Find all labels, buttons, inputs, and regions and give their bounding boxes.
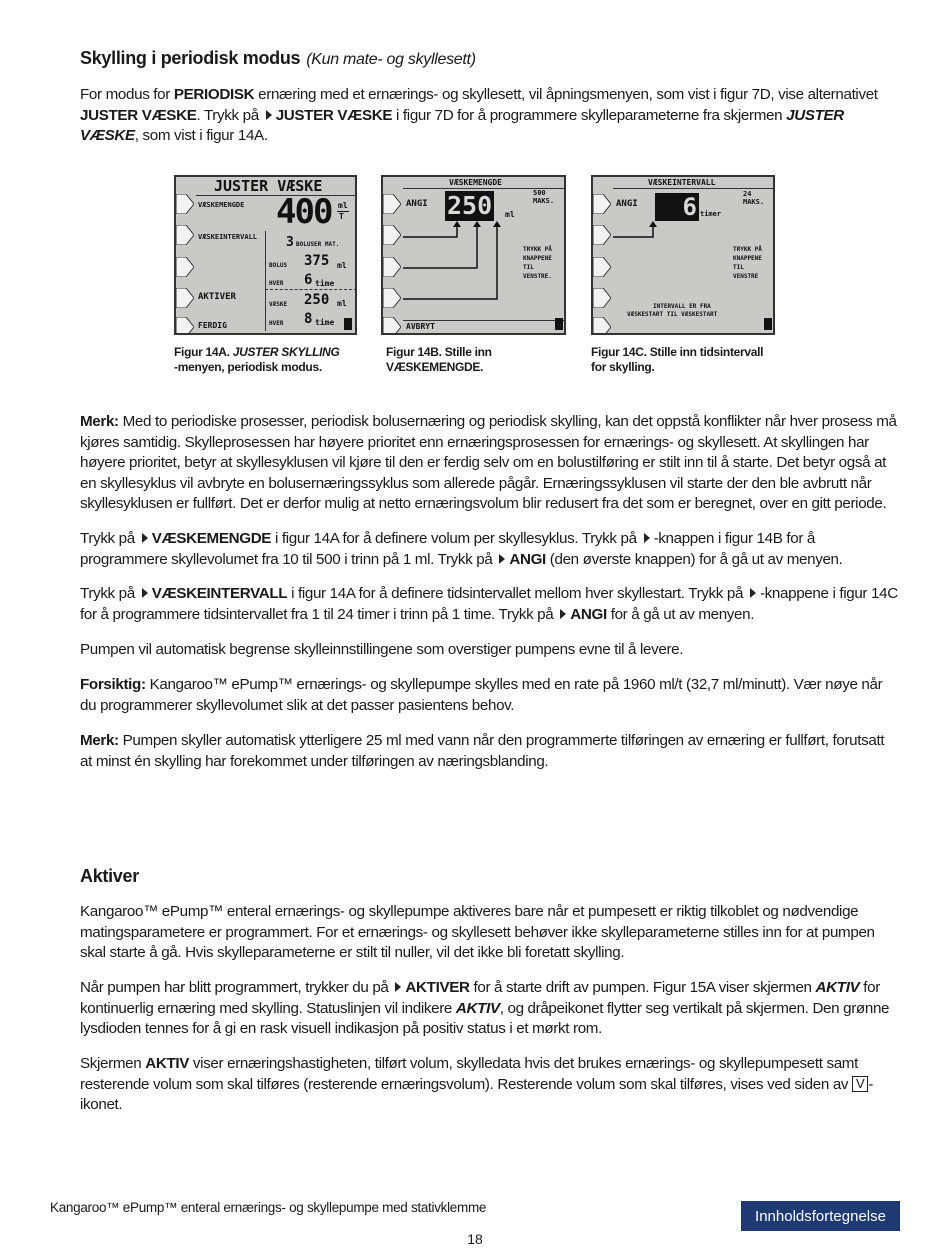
text-run: Når pumpen har blitt programmert, trykker du på	[80, 979, 393, 996]
lcd-button-column	[593, 177, 613, 333]
aktiver-paragraph-3	[80, 1054, 900, 1116]
bold-term: ANGI	[509, 550, 546, 568]
lcd-unit: time	[315, 318, 335, 327]
lcd-hint	[523, 245, 552, 281]
text-run: for kontinuerlig ernæring med skylling. Statuslinjen vil indikere	[80, 979, 880, 1017]
lcd-value: 6	[304, 272, 313, 288]
lcd-value: 3	[286, 235, 294, 250]
lcd-hint-line: VENSTRE	[733, 273, 759, 280]
lcd-unit: T	[339, 212, 344, 221]
section-title	[80, 48, 476, 69]
bold-term: VÆSKEINTERVALL	[151, 585, 288, 602]
lcd-arrow-button-icon	[176, 288, 194, 308]
bold-italic-term: AKTIV	[455, 999, 500, 1017]
limit-paragraph: Pumpen vil automatisk begrense skylleinnstillingene som overstiger pumpens evne til å levere.	[80, 641, 684, 658]
note-paragraph-2	[80, 731, 900, 772]
lcd-unit: ml	[337, 299, 347, 308]
caption-text: VÆSKEMENGDE.	[386, 360, 484, 374]
text-run: i figur 7D for å programmere skylleparameterne fra skjermen	[392, 106, 787, 124]
note-paragraph	[80, 412, 900, 515]
lcd-label: ANGI	[406, 199, 428, 209]
lcd-unit: ml	[337, 261, 347, 270]
lcd-value: 8	[304, 311, 313, 327]
lcd-connector-lines	[613, 221, 713, 311]
arrow-right-icon	[644, 533, 650, 543]
remaining-volume-icon: V	[852, 1076, 868, 1092]
lcd-hint-line: TRYKK PÅ	[733, 246, 762, 253]
section-subtitle: (Kun mate- og skyllesett)	[306, 51, 476, 68]
note-text: Med to periodiske prosesser, periodisk bolusernæring og periodisk skylling, kan det oppstå konflikter når hver prosess må kjøres samtidig. Skylleprosessen har høyere prioritet enn ernæringsprosessen for ernærings- og skyllesett. At skyllingen har høyere prioritet, betyr at skyllesyklusen vil kjøre til den er ferdig selv om en bolustilføring er stilt inn til å starte. Det betyr også at en skyllesyklus vil avbryte en bolusernæringssyklus som allerede pågår. Ernæringssyklusen vil starte der den ble avbrutt når skyllesyklusen er fullført. Det er derfor mulig at netto ernæringsvolum blir redusert fra det som er beregnet, over en gitt periode.	[80, 413, 897, 512]
lcd-label: VÆSKE	[269, 301, 288, 308]
lcd-unit: ml	[338, 201, 348, 210]
note-label: Merk:	[80, 413, 119, 430]
lcd-figure-14a	[174, 175, 357, 335]
lcd-note: INTERVALL ER FRA	[653, 303, 711, 310]
lcd-arrow-button-icon	[383, 288, 401, 308]
note-text: Pumpen skyller automatisk ytterligere 25 ml med vann når den programmerte tilføringen av ernæring er fullført, forutsatt at minst én skylling har forekommet under tilføringen av næringsblanding.	[80, 732, 885, 770]
lcd-connector-lines	[403, 221, 503, 311]
text-run: -knappen i figur 14B for å programmere skyllevolumet fra 10 til 500 i trinn på 1 ml. Trykk på	[80, 530, 816, 568]
bold-term: ANGI	[570, 605, 607, 623]
lcd-title: VÆSKEINTERVALL	[648, 178, 716, 187]
lcd-hint-line: KNAPPENE	[733, 255, 762, 262]
lcd-button-column	[383, 177, 403, 333]
arrow-right-icon	[499, 554, 505, 564]
lcd-label: VÆSKEINTERVALL	[198, 233, 258, 241]
lcd-divider	[613, 188, 775, 189]
lcd-title: VÆSKEMENGDE	[449, 178, 502, 187]
bold-italic-term: JUSTER VÆSKE	[80, 106, 844, 144]
caption-text: Figur 14B. Stille inn	[386, 345, 492, 359]
caption-text: -menyen, periodisk modus.	[174, 360, 322, 374]
lcd-label: ANGI	[616, 199, 638, 209]
text-run: -ikonet.	[80, 1075, 874, 1113]
lcd-label: FERDIG	[198, 321, 227, 330]
lcd-divider	[265, 231, 266, 331]
lcd-label: BOLUSER MAT.	[296, 241, 340, 248]
lcd-unit: timer	[700, 210, 722, 218]
table-of-contents-button[interactable]: Innholdsfortegnelse	[741, 1201, 900, 1231]
lcd-arrow-button-icon	[593, 257, 611, 277]
lcd-arrow-button-icon	[593, 194, 611, 214]
lcd-max-value: 500	[533, 189, 546, 197]
lcd-button-column	[176, 177, 196, 333]
text-run: for å gå ut av menyen.	[606, 605, 755, 623]
text-run: viser ernæringshastigheten, tilført volum, skylledata hvis det brukes ernærings- og skyllepumpesett samt resterende volum som skal tilføres (resterende ernæringsvolum). Resterende volum som skal tilføres, vises ved siden av	[80, 1055, 858, 1093]
bold-term: VÆSKEMENGDE	[151, 530, 272, 547]
caution-label: Forsiktig:	[80, 676, 146, 693]
lcd-unit: time	[315, 279, 335, 288]
lcd-value: 375	[304, 253, 330, 269]
lcd-arrow-button-icon	[383, 257, 401, 277]
caption-text: for skylling.	[591, 360, 655, 374]
arrow-right-icon	[395, 982, 401, 992]
battery-icon	[344, 318, 352, 330]
lcd-arrow-button-icon	[593, 317, 611, 335]
interval-paragraph	[80, 584, 900, 625]
text-run: ernæring med et ernærings- og skyllesett, vil åpningsmenyen, som vist i figur 7D, vise alternativet	[254, 86, 878, 103]
lcd-arrow-button-icon	[593, 225, 611, 245]
battery-icon	[555, 318, 563, 330]
lcd-label: HVER	[269, 280, 284, 287]
text-run: (den øverste knappen) for å gå ut av menyen.	[545, 550, 843, 568]
lcd-arrow-button-icon	[176, 225, 194, 245]
text-run: Trykk på	[80, 530, 139, 547]
lcd-arrow-button-icon	[593, 288, 611, 308]
lcd-label: BOLUS	[269, 262, 288, 269]
text-run: , som vist i figur 14A.	[134, 127, 268, 144]
lcd-hint-line: TIL	[733, 264, 744, 271]
lcd-arrow-button-icon	[176, 317, 194, 335]
lcd-hint-line: VENSTRE.	[523, 273, 552, 280]
aktiver-paragraph-2	[80, 978, 900, 1040]
lcd-hint-line: TRYKK PÅ	[523, 246, 552, 253]
arrow-right-icon	[142, 533, 148, 543]
lcd-max-value: 24	[743, 190, 752, 198]
lcd-divider	[403, 320, 566, 321]
lcd-arrow-button-icon	[176, 194, 194, 214]
lcd-arrow-button-icon	[383, 317, 401, 335]
note-label: Merk:	[80, 732, 119, 749]
caption-text: Figur 14C. Stille inn tidsintervall	[591, 345, 764, 359]
text-run: Trykk på	[80, 585, 139, 602]
lcd-hint	[733, 245, 762, 281]
lcd-title: JUSTER VÆSKE	[214, 177, 323, 195]
bold-term: JUSTER VÆSKE	[80, 106, 197, 124]
bold-term: AKTIV	[145, 1055, 190, 1072]
volume-paragraph	[80, 529, 900, 570]
lcd-max-label: MAKS.	[743, 198, 765, 206]
lcd-hint-line: TIL	[523, 264, 534, 271]
bold-term: PERIODISK	[173, 86, 255, 103]
figure-caption-14b	[386, 345, 492, 375]
caption-text: Figur 14A.	[174, 345, 233, 359]
caution-text: Kangaroo™ ePump™ ernærings- og skyllepumpe skylles med en rate på 1960 ml/t (32,7 ml/minutt). Vær nøye når du programmerer skyllevolumet slik at det passer pasientens behov.	[80, 676, 883, 714]
arrow-right-icon	[560, 609, 566, 619]
footer-product-name: Kangaroo™ ePump™ enteral ernærings- og skyllepumpe med stativklemme	[50, 1200, 487, 1215]
text-run: for å starte drift av pumpen. Figur 15A viser skjermen	[469, 979, 816, 996]
lcd-arrow-button-icon	[383, 194, 401, 214]
battery-icon	[764, 318, 772, 330]
section-title-text: Skylling i periodisk modus	[80, 48, 301, 68]
text-run: For modus for	[80, 86, 174, 103]
text-run: -knappene i figur 14C for å programmere tidsintervallet fra 1 til 24 timer i trinn på 1 time. Trykk på	[80, 585, 898, 623]
page-number: 18	[467, 1231, 483, 1247]
text-run: . Trykk på	[196, 106, 263, 124]
intro-paragraph	[80, 85, 900, 147]
text-run: i figur 14A for å definere tidsintervallet mellom hver skyllestart. Trykk på	[287, 585, 747, 602]
lcd-label: VÆSKEMENGDE	[198, 201, 245, 209]
section-title-aktiver: Aktiver	[80, 866, 139, 886]
lcd-label: AVBRYT	[406, 322, 435, 331]
lcd-hint-line: KNAPPENE	[523, 255, 552, 262]
figure-caption-14c	[591, 345, 763, 375]
arrow-right-icon	[142, 588, 148, 598]
bold-term: AKTIVER	[405, 979, 470, 996]
text-run: , og dråpeikonet flytter seg vertikalt på skjermen. Den grønne lysdioden tennes for å gi en rask visuell indikasjon på positiv status i et mørkt rom.	[80, 999, 890, 1037]
bold-term: JUSTER VÆSKE	[275, 106, 393, 124]
lcd-label: AKTIVER	[198, 292, 236, 302]
text-run: Skjermen	[80, 1055, 146, 1072]
lcd-value: 250	[304, 292, 330, 308]
lcd-figure-14c	[591, 175, 775, 335]
caution-paragraph	[80, 675, 900, 716]
aktiver-paragraph-1: Kangaroo™ ePump™ enteral ernærings- og skyllepumpe aktiveres bare når et pumpesett er riktig tilkoblet og nødvendige matingsparametere er programmert. For et ernærings- og skyllesett behøver ikke skylleparameterne stilles inn for at pumpen skal starte å gå. Hvis skylleparameterne er stilt til nuller, vil det ikke bli foretatt skylling.	[80, 903, 875, 961]
text-run: i figur 14A for å definere volum per skyllesyklus. Trykk på	[271, 530, 641, 547]
caption-italic: JUSTER SKYLLING	[232, 345, 340, 359]
figure-caption-14a	[174, 345, 340, 375]
lcd-divider	[265, 289, 357, 290]
lcd-max-label: MAKS.	[533, 197, 555, 205]
lcd-unit: ml	[505, 210, 515, 219]
arrow-right-icon	[266, 110, 272, 120]
bold-italic-term: AKTIV	[815, 979, 860, 996]
arrow-right-icon	[750, 588, 756, 598]
lcd-value-inverted: 6	[655, 193, 699, 221]
lcd-arrow-button-icon	[383, 225, 401, 245]
lcd-arrow-button-icon	[176, 257, 194, 277]
lcd-note: VÆSKESTART TIL VÆSKESTART	[627, 311, 718, 318]
lcd-label: HVER	[269, 320, 284, 327]
lcd-value-inverted: 250	[447, 191, 493, 220]
lcd-figure-14b	[381, 175, 566, 335]
lcd-value-large: 400	[276, 192, 332, 232]
